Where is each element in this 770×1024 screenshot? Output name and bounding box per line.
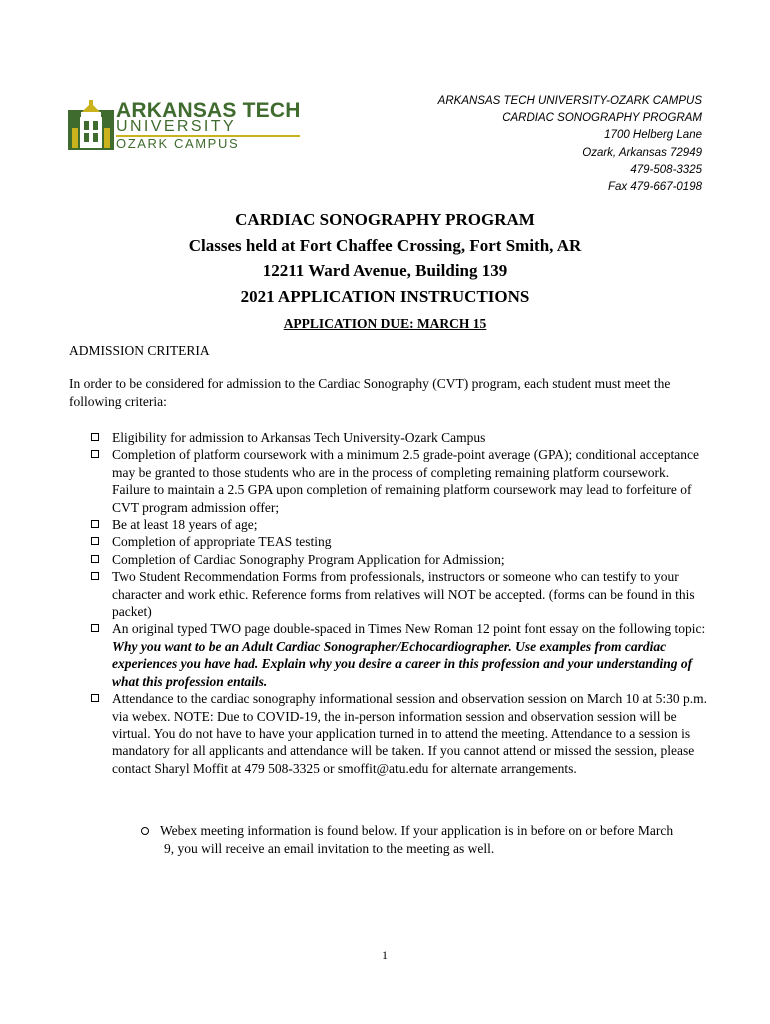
checkbox-bullet-icon <box>91 572 99 580</box>
title-line: 2021 APPLICATION INSTRUCTIONS <box>240 286 530 306</box>
address-block <box>438 93 702 196</box>
essay-topic: Why you want to be an Adult Cardiac Sonographer/Echocardiographer. Use examples from cardiac experiences you have had. Explain why you desire a career in this profession and your understanding of what this profession entails <box>112 638 693 689</box>
criteria-text: Attendance to the cardiac sonography informational session and observation session on March 10 at 5:30 p.m. via webex. NOTE: Due to COVID-19, the in-person information session and observation session will be virtual. You do not have to have your application turned in to attend the meeting. Attendance to a session is mandatory for all applicants and attendance will be taken. If you cannot attend or missed the session, please contact Sharyl Moffit at 479 508-3325 or smoffit@atu.edu for alternate arrangements. <box>112 691 707 776</box>
logo-line-ozark-campus: OZARK CAMPUS <box>116 136 240 151</box>
list-item <box>69 551 709 568</box>
criteria-text: Completion of Cardiac Sonography Program Application for Admission; <box>112 551 505 567</box>
title-line: 12211 Ward Avenue, Building 139 <box>262 261 508 280</box>
section-heading: ADMISSION CRITERIA <box>69 343 210 358</box>
checkbox-bullet-icon <box>91 433 99 441</box>
list-item <box>69 690 709 777</box>
circle-bullet-icon <box>141 827 149 835</box>
checkbox-bullet-icon <box>91 555 99 563</box>
checkbox-bullet-icon <box>91 624 99 632</box>
logo-line-arkansas-tech: ARKANSAS TECH <box>116 99 301 122</box>
list-item <box>69 620 709 690</box>
fax-number: Fax 479-667-0198 <box>608 181 702 194</box>
criteria-text: An original typed TWO page double-spaced in Times New Roman 12 point font essay on the following topic: <box>112 621 706 637</box>
university-logo <box>68 100 300 150</box>
phone-number: 479-508-3325 <box>630 163 702 176</box>
criteria-text: Be at least 18 years of age; <box>112 517 258 533</box>
tower-emblem-icon <box>68 100 114 150</box>
list-item <box>69 429 709 446</box>
essay-topic-period: . <box>263 673 268 689</box>
checkbox-bullet-icon <box>91 450 99 458</box>
criteria-text: Completion of platform coursework with a minimum 2.5 grade-point average (GPA); conditional acceptance may be granted to those students who are in the process of completing remaining platform coursework. Failure to maintain a 2.5 GPA upon completion of remaining platform coursework may lead to forfeiture of CVT program admission offer; <box>112 447 699 515</box>
page-number: 1 <box>382 948 388 962</box>
address-line: CARDIAC SONOGRAPHY PROGRAM <box>502 112 702 125</box>
list-item <box>69 568 709 620</box>
application-due-date: APPLICATION DUE: MARCH 15 <box>283 316 487 331</box>
intro-paragraph: In order to be considered for admission to the Cardiac Sonography (CVT) program, each student must meet the following criteria: <box>69 376 671 409</box>
address-line: 1700 Helberg Lane <box>604 129 702 142</box>
document-title <box>0 207 770 309</box>
sub-bullet <box>141 822 701 858</box>
title-line: Classes held at Fort Chaffee Crossing, Fort Smith, AR <box>188 235 582 255</box>
sub-bullet-text <box>141 822 701 858</box>
title-line: CARDIAC SONOGRAPHY PROGRAM <box>235 210 535 229</box>
criteria-text: Completion of appropriate TEAS testing <box>112 534 332 550</box>
list-item <box>69 533 709 550</box>
criteria-text: Eligibility for admission to Arkansas Tech University-Ozark Campus <box>112 430 486 445</box>
address-line: Ozark, Arkansas 72949 <box>582 146 702 159</box>
checkbox-bullet-icon <box>91 537 99 545</box>
logo-line-university: UNIVERSITY <box>116 118 237 135</box>
list-item <box>69 446 709 516</box>
address-line: ARKANSAS TECH UNIVERSITY-OZARK CAMPUS <box>437 95 702 107</box>
criteria-list <box>69 429 709 777</box>
list-item <box>69 516 709 533</box>
criteria-text: Two Student Recommendation Forms from professionals, instructors or someone who can testify to your character and work ethic. Reference forms from relatives will NOT be accepted. (forms can be found in this packet) <box>112 569 695 620</box>
checkbox-bullet-icon <box>91 694 99 702</box>
sub-bullet-line: Webex meeting information is found below. If your application is in before on or before March <box>160 823 674 838</box>
sub-bullet-line: 9, you will receive an email invitation to the meeting as well. <box>164 841 495 856</box>
checkbox-bullet-icon <box>91 520 99 528</box>
